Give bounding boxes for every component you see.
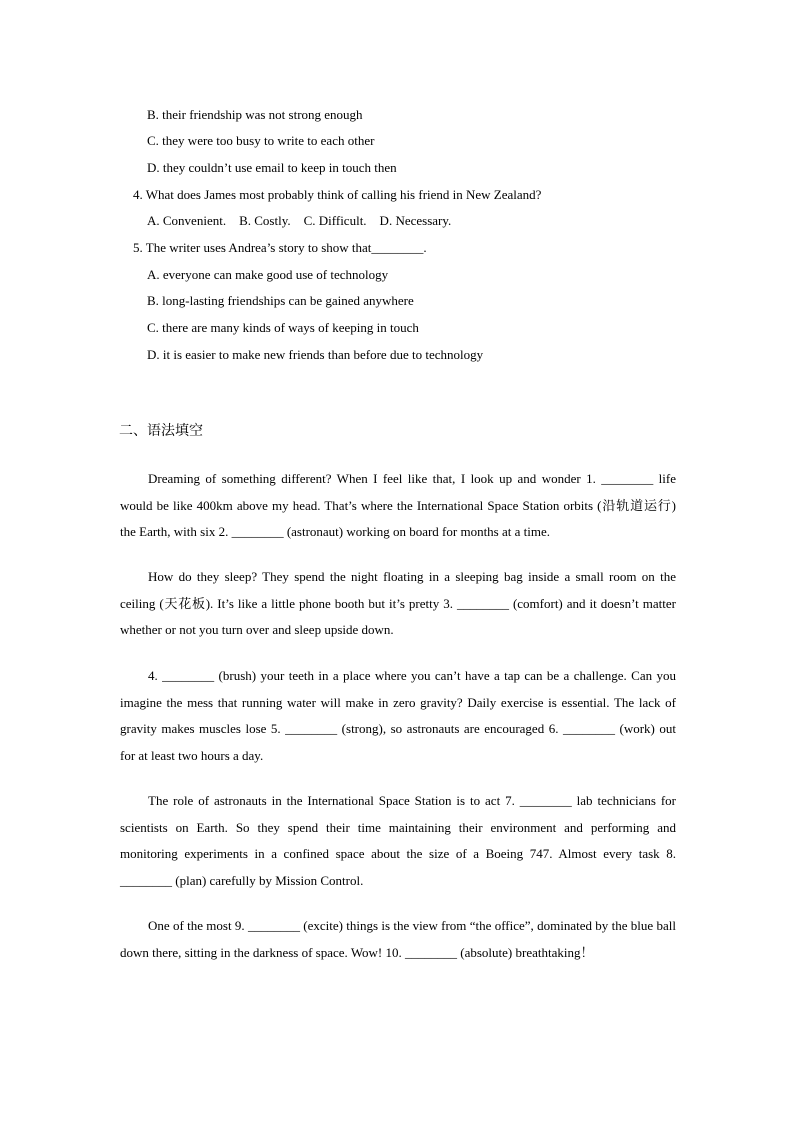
paragraph-1 (120, 466, 676, 546)
paragraph-4 (120, 788, 676, 894)
question-5-stem: 5. The writer uses Andrea’s story to show that________. (133, 240, 427, 255)
question-5-option-c: C. there are many kinds of ways of keeping in touch (147, 320, 419, 335)
question-5-option-a: A. everyone can make good use of technology (147, 267, 389, 282)
question-5-option-d: D. it is easier to make new friends than before due to technology (147, 347, 484, 362)
section-title: 二、语法填空 (119, 423, 203, 439)
option-d-prev: D. they couldn’t use email to keep in touch then (147, 160, 397, 175)
paragraph-2 (120, 564, 676, 644)
paragraph-3 (120, 663, 676, 769)
option-c-prev: C. they were too busy to write to each other (147, 133, 375, 148)
paragraph-4-text: The role of astronauts in the International Space Station is to act 7. ________ lab technicians for scientists on Earth. So they spend their time maintaining their environment and performing and monitoring experiments in a confined space about the size of a Boeing 747. Almost every task 8. ________ (plan) carefully by Mission Control. (120, 793, 676, 888)
paragraph-5-text: One of the most 9. ________ (excite) things is the view from “the office”, dominated by the blue ball down there, sitting in the darkness of space. Wow! 10. ________ (absolute) breathtaking！ (120, 918, 676, 960)
paragraph-3-text: 4. ________ (brush) your teeth in a place where you can’t have a tap can be a challenge. Can you imagine the mess that running water will make in zero gravity? Daily exercise is essential. The lack of gravity makes muscles lose 5. ________ (strong), so astronauts are encouraged 6. ________ (work) out for at least two hours a day. (120, 668, 676, 763)
paragraph-2-text: How do they sleep? They spend the night floating in a sleeping bag inside a small room on the ceiling (天花板). It’s like a little phone booth but it’s pretty 3. ________ (comfort) and it doesn’t matter whether or not you turn over and sleep upside down. (120, 569, 676, 638)
option-b-prev: B. their friendship was not strong enough (147, 107, 363, 122)
question-5-option-b: B. long-lasting friendships can be gained anywhere (147, 293, 414, 308)
question-4-stem: 4. What does James most probably think of calling his friend in New Zealand? (133, 187, 542, 202)
question-4-options: A. Convenient. B. Costly. C. Difficult. D. Necessary. (147, 213, 452, 228)
paragraph-1-text: Dreaming of something different? When I feel like that, I look up and wonder 1. ________ life would be like 400km above my head. That’s where the International Space Station orbits (沿轨道运行) the Earth, with six 2. ________ (astronaut) working on board for months at a time. (120, 471, 676, 540)
paragraph-5 (120, 913, 676, 966)
